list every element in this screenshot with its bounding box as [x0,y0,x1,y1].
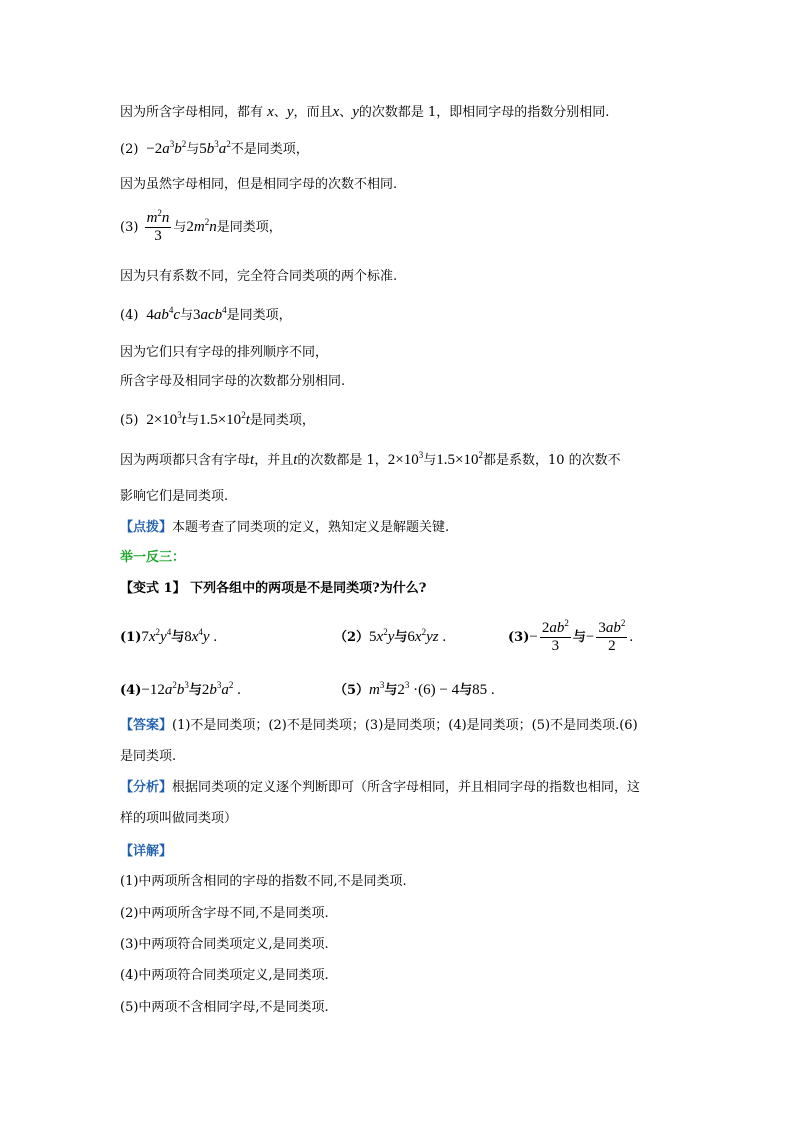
formula: $1.5\times 10^2$ [436,450,483,468]
formula: $5x^2y$ [369,627,395,645]
formula: 85 . [472,682,495,698]
question-1: $(1)7x^2y^4$与$8x^4y$ . [120,627,218,645]
detail-line: (1)中两项所含相同的字母的指数不同,不是同类项. [120,874,407,889]
formula: $8x^4y$ . [184,627,218,645]
reason-line-1: 因为所含字母相同，都有 x、y，而且x、y的次数都是 1，即相同字母的指数分别相同. [120,104,610,120]
formula: $6x^2yz$ . [407,627,447,645]
detail-line: (2)中两项所含字母不同,不是同类项. [120,906,329,921]
item-4-reason-1: 因为它们只有字母的排列顺序不同， [120,345,329,360]
analysis-line-2: 样的项叫做同类项） [120,811,238,826]
section-title: 举一反三： [120,550,186,565]
detail-line: (3)中两项符合同类项定义,是同类项. [120,937,329,952]
item-5-reason-2: 影响它们是同类项. [120,489,229,504]
formula: $4ab^4c$ [142,305,180,323]
fraction: $\frac{2ab^2}{3}$ [541,618,569,654]
formula: $-2a^3b^2$ [142,139,187,157]
item-2-reason: 因为虽然字母相同，但是相同字母的次数不相同. [120,177,398,192]
formula: $2^3 \cdot(6) - 4$ [397,680,460,698]
detail-line: (5)中两项不含相同字母,不是同类项. [120,1000,329,1015]
item-5-reason: 因为两项都只含有字母t，并且t的次数都是 1，$2\times 10^3$与$1.5\times 10^2$都是系数，10 的次数不 [120,450,621,468]
item-2: $(2) -2a^3b^2$与$5b^3a^2$不是同类项， [120,139,309,157]
analysis-line-1: 【分析】根据同类项的定义逐个判断即可（所含字母相同，并且相同字母的指数也相同，这 [120,780,641,795]
item-3-reason: 因为只有系数不同，完全符合同类项的两个标准. [120,269,398,284]
item-4-reason-2: 所含字母及相同字母的次数都分别相同. [120,374,346,389]
question-2: $(2)5x^2y$与$6x^2yz$ . [334,627,447,645]
formula: $1.5\times 10^2t$ [198,410,250,428]
formula: 3acb$^4$ [193,305,227,323]
formula: $2b^3a^2$ . [201,680,241,698]
detail-label: 【详解】 [120,844,173,859]
item-4: (4) $4ab^4c$与3acb$^4$是同类项， [120,305,292,323]
question-3: (3)− $\frac{2ab^2}{3}$ 与− $\frac{3ab^2}{2}$ . [508,618,634,654]
question-4: $(4)-12a^2b^3$与$2b^3a^2$ . [120,680,241,698]
formula: $2\times 10^3$ [387,450,424,468]
fraction: $\frac{m^2n}{3}$ [146,208,170,244]
formula: $m^3$ [369,680,385,698]
detail-line: (4)中两项符合同类项定义,是同类项. [120,968,329,983]
variant-question: 【变式 1】 下列各组中的两项是不是同类项?为什么? [120,581,427,596]
answer-line-2: 是同类项. [120,749,177,764]
item-3: (3) $\frac{m^2n}{3}$ 与$2m^2n$是同类项， [120,208,282,244]
formula: $7x^2y^4$ [141,627,172,645]
item-5: (5) $2\times 10^3t$与$1.5\times 10^2t$是同类项， [120,410,315,428]
answer-line-1: 【答案】(1)不是同类项；(2)不是同类项；(3)是同类项；(4)是同类项；(5)不是同类项.(6) [120,718,638,733]
fraction: $\frac{3ab^2}{2}$ [598,618,626,654]
formula: $-12a^2b^3$ [141,680,189,698]
formula: $5b^3a^2$ [199,139,231,157]
dianbo-line: 【点拨】本题考查了同类项的定义，熟知定义是解题关键. [120,520,450,535]
formula: $2m^2n$ [186,217,217,235]
formula: $2\times 10^3t$ [142,410,186,428]
question-5: $(5)m^3$与$2^3 \cdot(6) - 4$与85 . [334,680,495,698]
